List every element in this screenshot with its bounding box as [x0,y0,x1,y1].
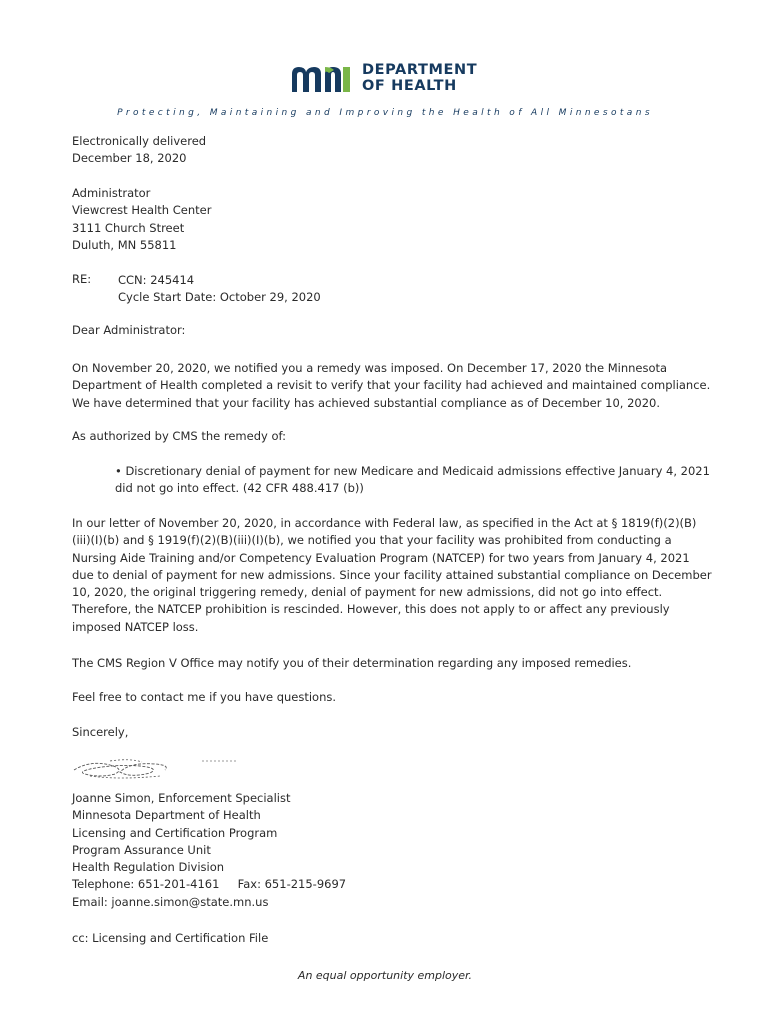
signer-line: Licensing and Certification Program [72,825,278,840]
delivery-block [72,133,712,168]
mn-logo-mark-icon [290,64,354,94]
address-line: Viewcrest Health Center [72,203,212,218]
mdh-logo [290,62,490,98]
tagline: Protecting, Maintaining and Improving the Health of All Minnesotans [117,108,653,118]
cc-line: cc: Licensing and Certification File [72,931,269,945]
logo-line-1: DEPARTMENT [362,62,478,78]
signer-email: Email: joanne.simon@state.mn.us [72,894,269,909]
signer-line: Minnesota Department of Health [72,808,261,823]
paragraph-5: Feel free to contact me if you have questions. [72,690,337,704]
paragraph-2: As authorized by CMS the remedy of: [72,429,287,443]
footer-eoe: An equal opportunity employer. [297,969,473,982]
cycle-start-line: Cycle Start Date: October 29, 2020 [118,290,321,305]
re-label: RE: [72,272,92,286]
signature-block [72,790,712,911]
address-line: Duluth, MN 55811 [72,237,177,252]
address-line: Administrator [72,186,151,200]
signature-image [70,756,240,784]
address-line: 3111 Church Street [72,220,185,235]
ccn-line: CCN: 245414 [118,273,195,287]
signer-line: Joanne Simon, Enforcement Specialist [72,791,291,805]
remedy-bullet: • Discretionary denial of payment for new Medicare and Medicaid admissions effective January 4, 2021 did not go into effect. (42 CFR 488.417 (b)) [115,464,710,496]
letter-date: December 18, 2020 [72,151,187,166]
logo-text [362,62,477,94]
paragraph-4: The CMS Region V Office may notify you of their determination regarding any imposed remedies. [72,656,632,670]
salutation: Dear Administrator: [72,323,186,337]
recipient-address [72,185,712,254]
signer-line: Program Assurance Unit [72,842,211,857]
re-details [118,272,321,307]
paragraph-1: On November 20, 2020, we notified you a remedy was imposed. On December 17, 2020 the Minnesota Department of Health completed a revisit to verify that your facility had achieved and maintained compliance. We have determined that your facility has achieved substantial compliance as of December 10, 2020. [72,361,711,410]
paragraph-3: In our letter of November 20, 2020, in accordance with Federal law, as specified in the Act at § 1819(f)(2)(B)(iii)(I)(b) and § 1919(f)(2)(B)(iii)(I)(b), we notified you that your facility was prohibited from conducting a Nursing Aide Training and/or Competency Evaluation Program (NATCEP) for two years from January 4, 2021 due to denial of payment for new admissions. Since your facility attained substantial compliance on December 10, 2020, the original triggering remedy, denial of payment for new admissions, did not go into effect. Therefore, the NATCEP prohibition is rescinded. However, this does not apply to or affect any previously imposed NATCEP loss. [72,516,712,634]
delivery-method: Electronically delivered [72,134,207,148]
logo-line-2: OF HEALTH [362,78,457,94]
signer-line: Health Regulation Division [72,860,225,875]
signer-phone-fax: Telephone: 651-201-4161 Fax: 651-215-9697 [72,877,347,892]
closing: Sincerely, [72,725,129,739]
